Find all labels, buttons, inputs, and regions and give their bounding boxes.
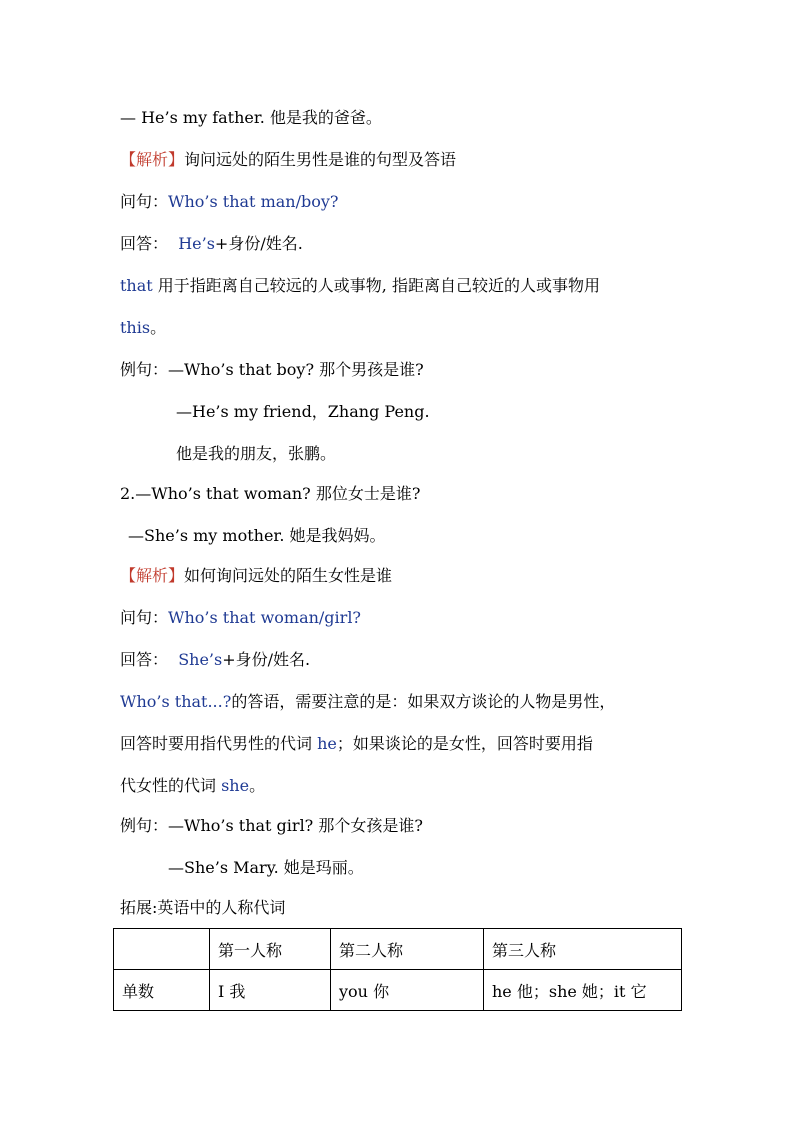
dialogue-line <box>120 108 382 128</box>
item-2-answer-text: —She’s my mother. 她是我妈妈。 <box>128 526 386 545</box>
analysis-line-2 <box>120 566 392 586</box>
analysis-text-2: 如何询问远处的陌生女性是谁 <box>184 566 393 585</box>
table-cell: 第三人称 <box>484 929 682 970</box>
note-line-2 <box>120 692 615 712</box>
example-line-2 <box>120 816 423 836</box>
extension-heading <box>120 898 285 918</box>
answer-line-2 <box>120 650 310 670</box>
example-answer-line <box>176 402 430 422</box>
note-line-4 <box>120 776 265 796</box>
table-cell: 第一人称 <box>210 929 331 970</box>
example-translation: 他是我的朋友，张鹏。 <box>176 444 337 463</box>
table-cell: 第二人称 <box>331 929 484 970</box>
keyword-he: he <box>317 734 337 753</box>
example-text-2: 例句：—Who’s that girl? 那个女孩是谁? <box>120 816 423 835</box>
answer-pattern: He’s <box>178 234 215 253</box>
example-answer-2: —She’s Mary. 她是玛丽。 <box>168 858 364 877</box>
extension-text: 拓展:英语中的人称代词 <box>120 898 286 917</box>
table-cell: he 他；she 她；it 它 <box>484 970 682 1011</box>
answer-text: — He’s my father. 他是我的爸爸。 <box>120 108 382 127</box>
table-header-row <box>114 929 682 970</box>
analysis-line <box>120 150 456 170</box>
answer-suffix-2: +身份/姓名. <box>222 650 311 669</box>
note-text-3b: ；如果谈论的是女性，回答时要用指 <box>336 734 593 753</box>
table-cell: you 你 <box>331 970 484 1011</box>
table-cell <box>114 929 210 970</box>
question-label-2: 问句： <box>120 608 169 627</box>
example-answer: —He’s my friend，Zhang Peng. <box>176 402 430 421</box>
note-text-2: 的答语，需要注意的是：如果双方谈论的人物是男性， <box>231 692 616 711</box>
note-text-4: 代女性的代词 <box>120 776 222 795</box>
item-2-question-text: 2.—Who’s that woman? 那位女士是谁? <box>120 484 421 503</box>
question-label: 问句： <box>120 192 169 211</box>
question-pattern: Who’s that man/boy? <box>168 192 339 211</box>
table-cell: I 我 <box>210 970 331 1011</box>
keyword-that: that <box>120 276 153 295</box>
example-answer-line-2 <box>168 858 364 878</box>
note-end: 。 <box>150 318 167 337</box>
analysis-tag-2: 【解析】 <box>120 566 185 585</box>
pronoun-table <box>113 928 682 1011</box>
answer-line <box>120 234 303 254</box>
keyword-whos-that: Who’s that...? <box>120 692 232 711</box>
answer-suffix: +身份/姓名. <box>214 234 303 253</box>
answer-label: 回答： <box>120 234 169 253</box>
note-line <box>120 276 600 296</box>
note-line-continued <box>120 318 166 338</box>
example-line <box>120 360 424 380</box>
question-line <box>120 192 338 212</box>
question-pattern-2: Who’s that woman/girl? <box>168 608 362 627</box>
answer-pattern-2: She’s <box>178 650 223 669</box>
analysis-tag: 【解析】 <box>120 150 185 169</box>
note-text: 用于指距离自己较远的人或事物, 指距离自己较近的人或事物用 <box>152 276 600 295</box>
table-cell: 单数 <box>114 970 210 1011</box>
item-2-question <box>120 484 420 504</box>
analysis-text: 询问远处的陌生男性是谁的句型及答语 <box>184 150 457 169</box>
question-line-2 <box>120 608 361 628</box>
answer-label-2: 回答： <box>120 650 169 669</box>
note-text-3: 回答时要用指代男性的代词 <box>120 734 318 753</box>
keyword-this: this <box>120 318 151 337</box>
keyword-she: she <box>221 776 250 795</box>
item-2-answer <box>128 526 386 546</box>
note-line-3 <box>120 734 593 754</box>
example-translation-line <box>176 444 336 464</box>
example-text: 例句：—Who’s that boy? 那个男孩是谁? <box>120 360 424 379</box>
note-text-4b: 。 <box>249 776 266 795</box>
table-row <box>114 970 682 1011</box>
